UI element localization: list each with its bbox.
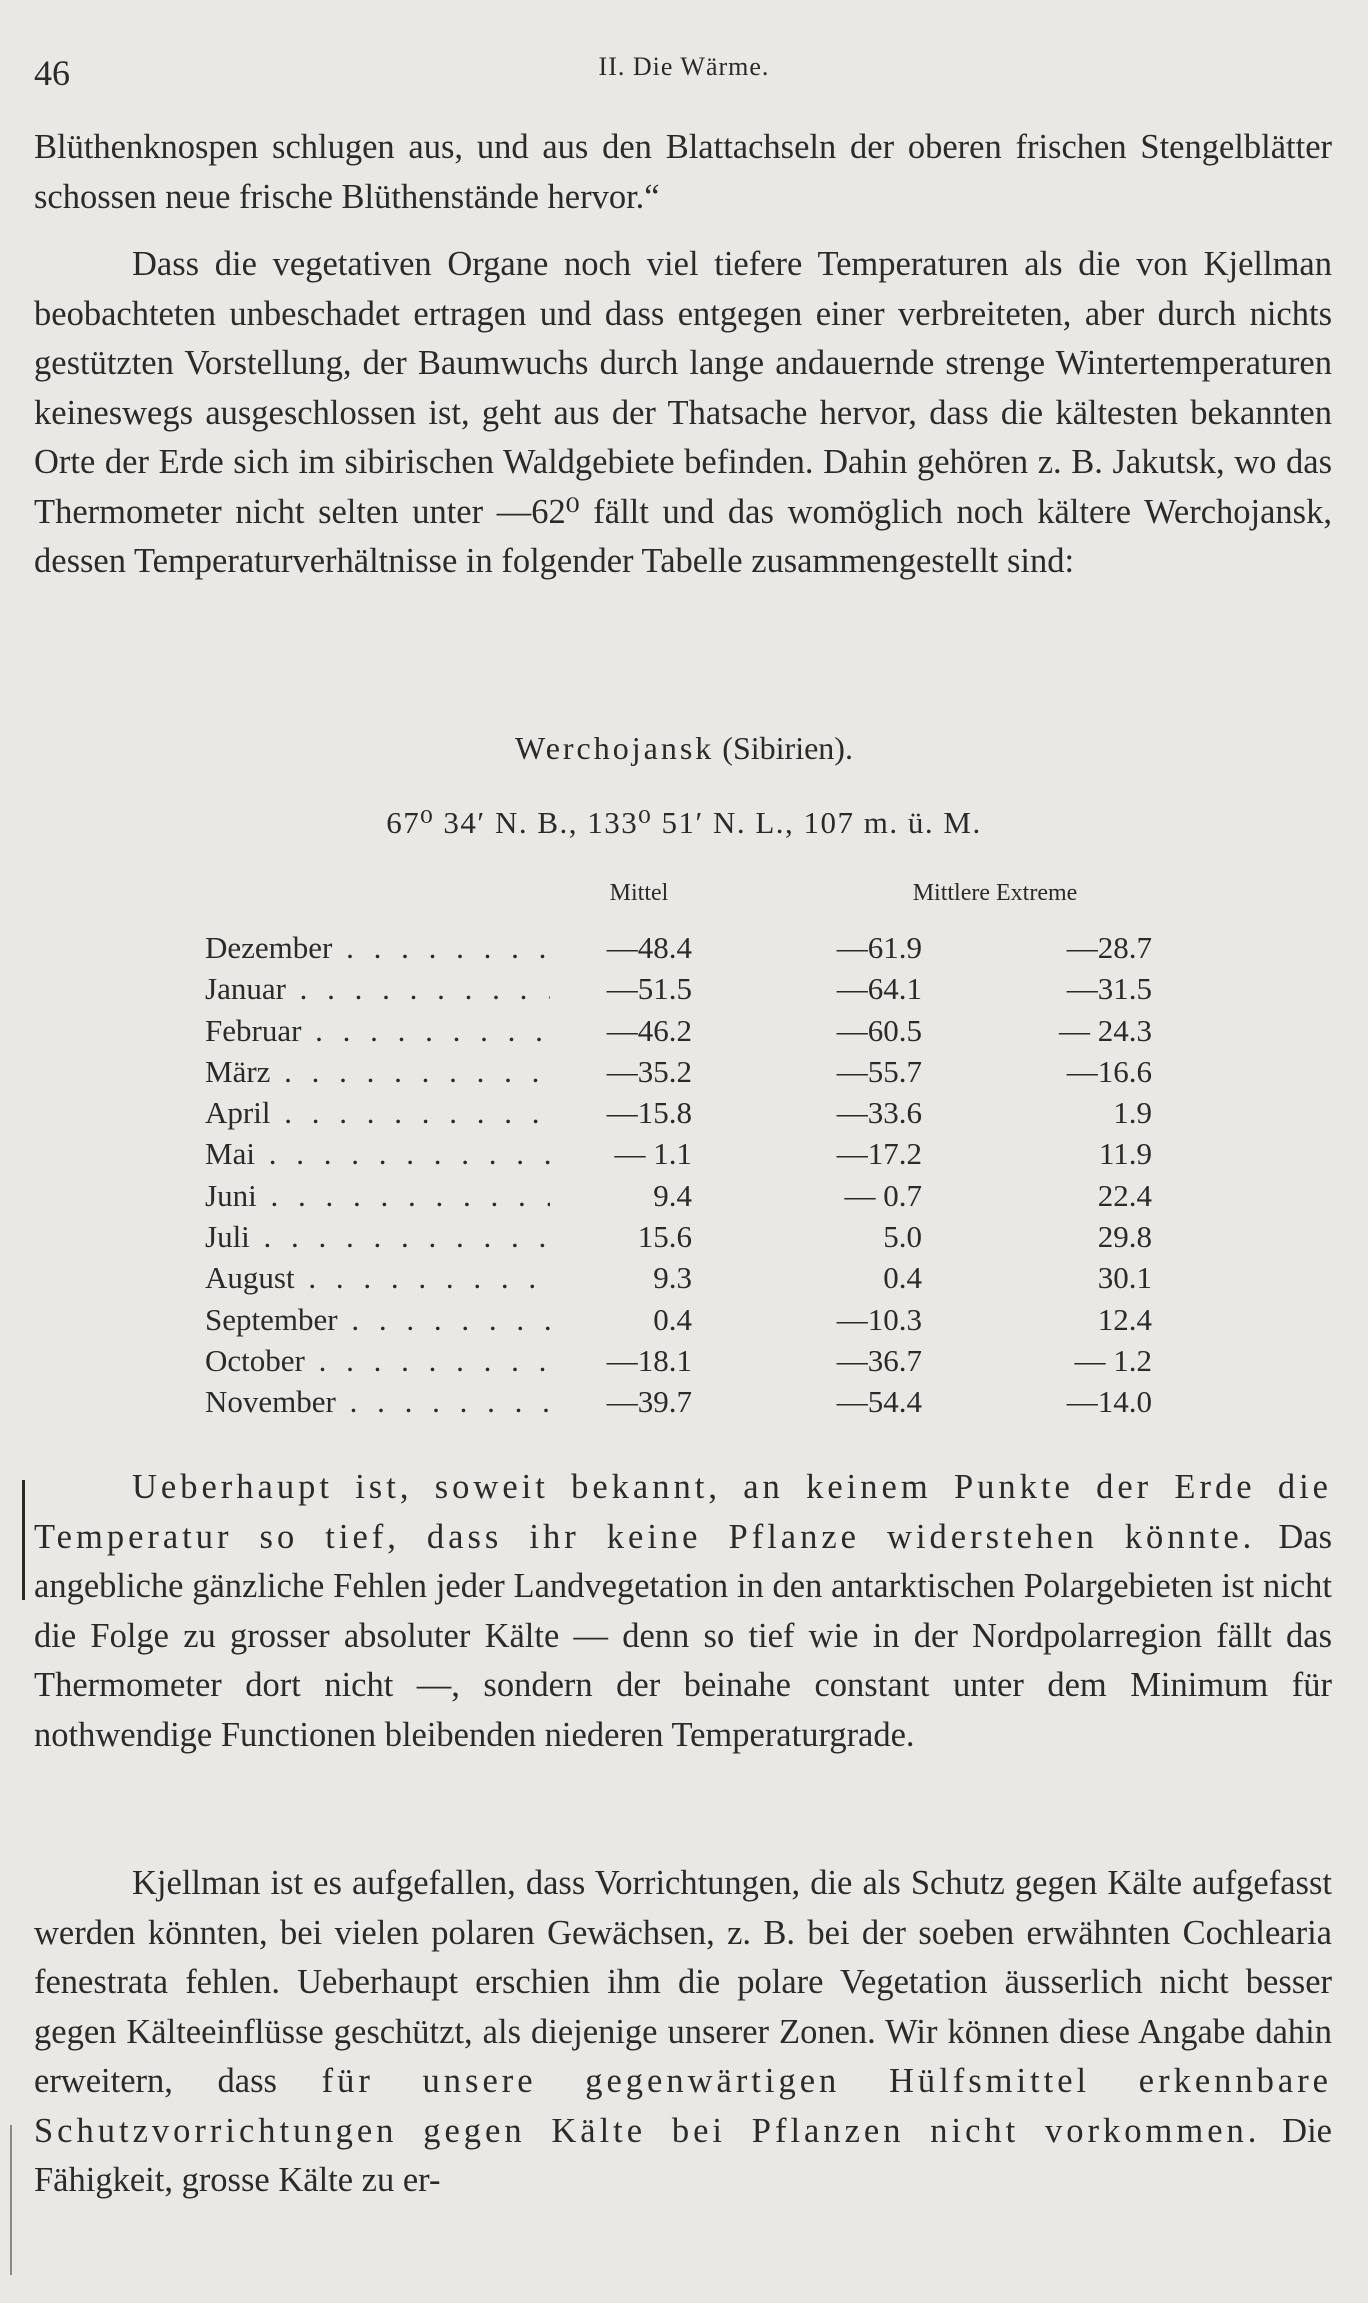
- extreme-min-cell: —10.3: [836, 1301, 922, 1337]
- extreme-max-cell: 29.8: [1097, 1219, 1152, 1255]
- extreme-max-cell: 22.4: [1097, 1177, 1152, 1213]
- page-number: 46: [34, 53, 70, 93]
- table-row: [0, 1384, 1368, 1425]
- page-header: [34, 52, 1334, 102]
- table-row: [0, 971, 1368, 1012]
- month-cell: October . . .: [205, 1343, 550, 1379]
- month-cell: September . . .: [205, 1302, 550, 1338]
- paragraph-text: Dass die vegetativen Organe noch viel tiefere Temperaturen als die von Kjellman beobachteten unbeschadet ertragen und dass entgegen einer verbreiteten, aber durch nichts gestützten Vorstellung, der Baumwuchs durch lange andauernde strenge Wintertemperaturen keineswegs ausgeschlossen ist, geht aus der Thatsache hervor, dass die kältesten bekannten Orte der Erde sich im sibirischen Waldgebiete befinden. Dahin gehören z. B. Jakutsk, wo das Thermometer nicht selten unter —62⁰ fällt und das womöglich noch kältere Werchojansk, dessen Temperaturverhältnisse in folgender Tabelle zusammengestellt sind:: [34, 245, 1332, 580]
- table-row: [0, 1013, 1368, 1054]
- extreme-min-cell: 0.4: [883, 1260, 922, 1296]
- paragraph-kjellman: [34, 1859, 1332, 2206]
- emphasized-text: Ueberhaupt ist, soweit bekannt, an keinem Punkte der Erde die Temperatur so tief, dass ihr keine Pflanze widerstehen könnte.: [34, 1468, 1332, 1556]
- emphasized-text: für unsere gegenwärtigen Hülfsmittel erkennbare Schutzvorrichtungen gegen Kälte bei Pflanzen nicht vorkommen.: [34, 2062, 1332, 2150]
- extreme-max-cell: 11.9: [1098, 1136, 1152, 1172]
- margin-mark: [22, 1480, 25, 1600]
- table-row: [0, 1054, 1368, 1095]
- paragraph-text: [34, 1859, 1332, 2206]
- month-cell: Januar . . .: [205, 971, 550, 1007]
- month-cell: November . . .: [205, 1384, 550, 1420]
- table-title-place: Werchojansk: [515, 730, 715, 766]
- table-row: [0, 930, 1368, 971]
- extreme-min-cell: —36.7: [836, 1342, 922, 1378]
- paragraph-rest: Das angebliche gänzliche Fehlen jeder Landvegetation in den antarktischen Polargebieten ist nicht die Folge zu grosser absoluter Kälte — denn so tief wie in der Nordpolarregion fällt das Thermometer dort nicht —, sondern der beinahe constant unter dem Minimum für nothwendige Functionen bleibenden niederen Temperaturgrade.: [34, 1517, 1333, 1754]
- month-cell: März . . .: [205, 1054, 550, 1090]
- mittel-cell: —18.1: [606, 1342, 692, 1378]
- paragraph-continuation: [34, 123, 1332, 222]
- table-row: [0, 1343, 1368, 1384]
- mittel-cell: 0.4: [653, 1301, 692, 1337]
- extreme-max-cell: 12.4: [1097, 1301, 1152, 1337]
- month-cell: Juli . . .: [205, 1219, 550, 1255]
- table-title: [0, 730, 1368, 767]
- extreme-max-cell: — 24.3: [1059, 1012, 1152, 1048]
- mittel-cell: 15.6: [637, 1219, 692, 1255]
- paragraph-text: [34, 1463, 1332, 1760]
- month-cell: Mai . . .: [205, 1136, 550, 1172]
- extreme-max-cell: — 1.2: [1074, 1342, 1152, 1378]
- month-cell: April . . .: [205, 1095, 550, 1131]
- paragraph-ueberhaupt: [34, 1463, 1332, 1760]
- table-row: [0, 1095, 1368, 1136]
- mittel-cell: — 1.1: [614, 1136, 692, 1172]
- extreme-max-cell: —14.0: [1066, 1384, 1152, 1420]
- paragraph-text: Blüthenknospen schlugen aus, und aus den Blattachseln der oberen frischen Stengelblätter schossen neue frische Blüthenstände hervor.“: [34, 128, 1332, 216]
- extreme-max-cell: 30.1: [1097, 1260, 1152, 1296]
- extreme-max-cell: 1.9: [1113, 1095, 1152, 1131]
- extreme-min-cell: —60.5: [836, 1012, 922, 1048]
- paragraph-start: Kjellman ist es aufgefallen, dass Vorrichtungen, die als Schutz gegen Kälte aufgefasst werden könnten, bei vielen polaren Gewächsen, z. B. bei der soeben erwähnten Cochlearia fenestrata fehlen. Ueberhaupt erschien ihm die polare Vegetation äusserlich nicht besser gegen Kälteeinflüsse geschützt, als diejenige unserer Zonen. Wir können diese Angabe dahin erweitern, dass: [34, 1864, 1332, 2100]
- mittel-cell: 9.3: [653, 1260, 692, 1296]
- table-row: [0, 1219, 1368, 1260]
- extreme-min-cell: —61.9: [836, 930, 922, 965]
- table-body: [0, 930, 1368, 1426]
- table-row: [0, 1178, 1368, 1219]
- table-row: [0, 1302, 1368, 1343]
- extreme-max-cell: —16.6: [1066, 1053, 1152, 1089]
- mittel-cell: —35.2: [606, 1053, 692, 1089]
- extreme-min-cell: 5.0: [883, 1219, 922, 1255]
- paragraph-end: Die Fähigkeit, grosse Kälte zu er-: [34, 2111, 1332, 2199]
- column-header-extreme: Mittlere Extreme: [912, 880, 1078, 906]
- month-cell: Februar . . .: [205, 1013, 550, 1049]
- table-row: [0, 1260, 1368, 1301]
- extreme-max-cell: —28.7: [1066, 930, 1152, 965]
- mittel-cell: —48.4: [606, 930, 692, 965]
- extreme-min-cell: —64.1: [836, 971, 922, 1007]
- mittel-cell: —15.8: [606, 1095, 692, 1131]
- month-cell: August . . .: [205, 1260, 550, 1296]
- mittel-cell: —39.7: [606, 1384, 692, 1420]
- paragraph-temperatures: [34, 240, 1332, 587]
- extreme-min-cell: —54.4: [836, 1384, 922, 1420]
- mittel-cell: 9.4: [653, 1177, 692, 1213]
- margin-mark: [10, 2125, 12, 2275]
- month-cell: Dezember . . .: [205, 930, 550, 966]
- table-title-region: (Sibirien).: [714, 730, 853, 766]
- extreme-min-cell: —33.6: [836, 1095, 922, 1131]
- extreme-min-cell: —55.7: [836, 1053, 922, 1089]
- table-row: [0, 1136, 1368, 1177]
- column-header-mittel: Mittel: [609, 880, 669, 906]
- extreme-min-cell: — 0.7: [844, 1177, 922, 1213]
- extreme-min-cell: —17.2: [836, 1136, 922, 1172]
- mittel-cell: —51.5: [606, 971, 692, 1007]
- table-coordinates: 67⁰ 34′ N. B., 133⁰ 51′ N. L., 107 m. ü. M.: [386, 805, 982, 840]
- running-head: II. Die Wärme.: [598, 52, 770, 81]
- extreme-max-cell: —31.5: [1066, 971, 1152, 1007]
- mittel-cell: —46.2: [606, 1012, 692, 1048]
- month-cell: Juni . . .: [205, 1178, 550, 1214]
